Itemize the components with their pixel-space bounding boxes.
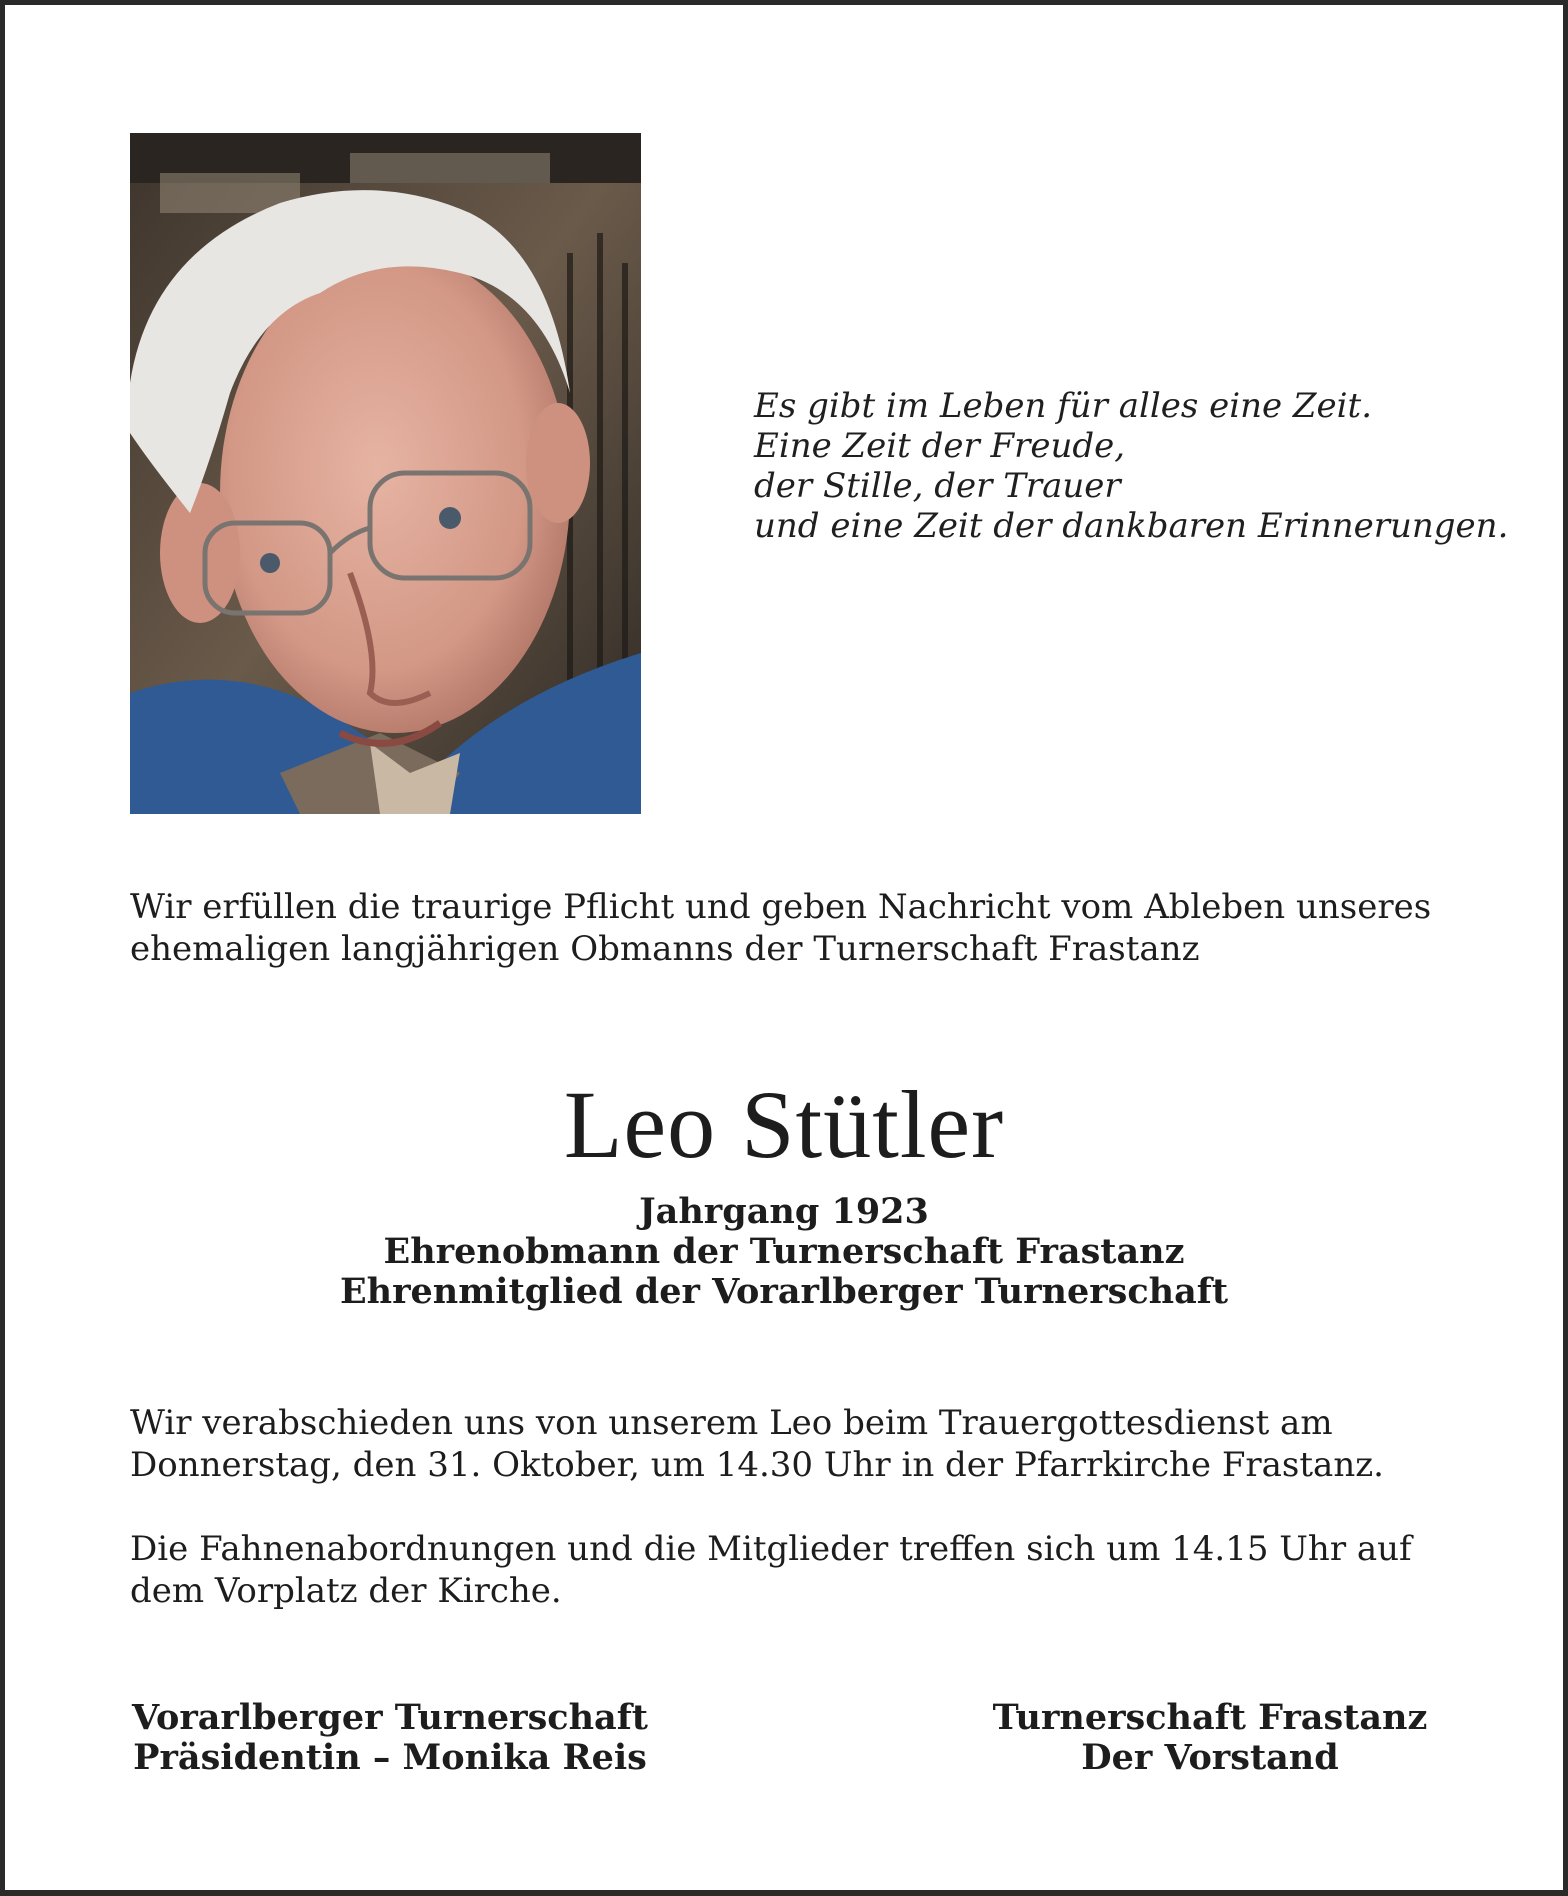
portrait-photo: [130, 133, 641, 814]
deceased-name: Leo Stütler: [563, 1071, 1005, 1178]
meeting-line: dem Vorplatz der Kirche.: [130, 1571, 562, 1611]
signature-organization: Turnerschaft Frastanz: [992, 1697, 1428, 1738]
honorary-title: Ehrenobmann der Turnerschaft Frastanz: [383, 1231, 1185, 1272]
service-paragraph: [130, 1402, 1437, 1486]
poem-line: Es gibt im Leben für alles eine Zeit.: [754, 386, 1373, 426]
service-line: Wir verabschieden uns von unserem Leo beim Trauergottesdienst am: [130, 1403, 1333, 1443]
poem-line: der Stille, der Trauer: [754, 466, 1121, 506]
intro-line: ehemaligen langjährigen Obmanns der Turnerschaft Frastanz: [130, 929, 1200, 969]
meeting-line: Die Fahnenabordnungen und die Mitglieder treffen sich um 14.15 Uhr auf: [130, 1529, 1412, 1569]
birth-year: Jahrgang 1923: [639, 1191, 929, 1232]
honorary-membership: Ehrenmitglied der Vorarlberger Turnerschaft: [339, 1271, 1229, 1312]
signature-person: Präsidentin – Monika Reis: [133, 1737, 647, 1778]
portrait-icon: [130, 133, 641, 814]
signature-board: Der Vorstand: [1081, 1737, 1339, 1778]
poem-line: und eine Zeit der dankbaren Erinnerungen.: [754, 506, 1509, 546]
signature-organization: Vorarlberger Turnerschaft: [132, 1697, 648, 1738]
poem: [754, 386, 1508, 546]
service-line: Donnerstag, den 31. Oktober, um 14.30 Uhr in der Pfarrkirche Frastanz.: [130, 1445, 1384, 1485]
deceased-details: [0, 1192, 1568, 1312]
meeting-paragraph: [130, 1528, 1437, 1612]
intro-line: Wir erfüllen die traurige Pflicht und geben Nachricht vom Ableben unseres: [130, 887, 1432, 927]
signature-right: [960, 1698, 1460, 1778]
poem-line: Eine Zeit der Freude,: [754, 426, 1126, 466]
signature-left: [130, 1698, 650, 1778]
intro-paragraph: [130, 886, 1437, 970]
